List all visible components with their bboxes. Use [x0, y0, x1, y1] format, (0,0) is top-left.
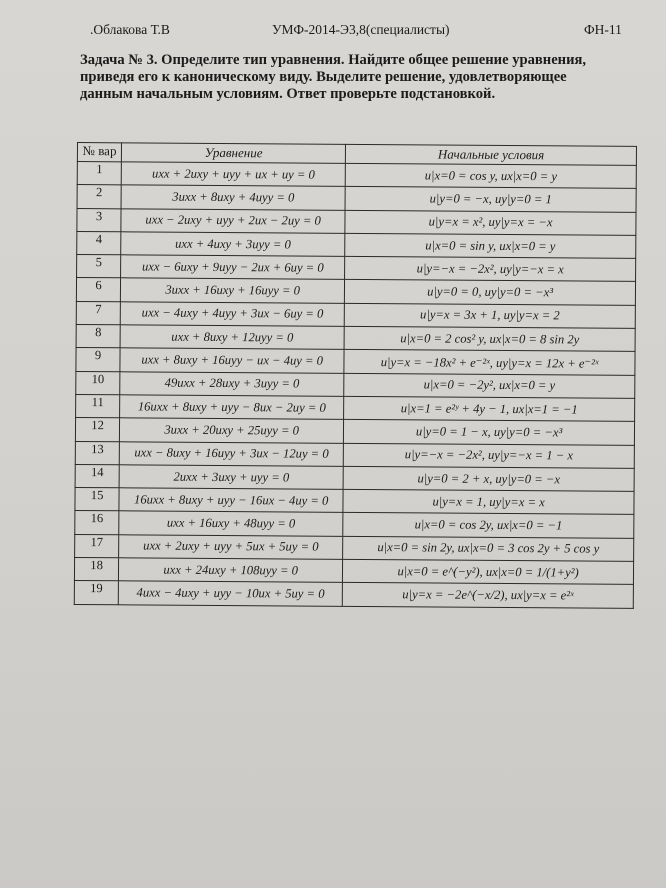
equation-cell: uxx − 4uxy + 4uyy + 3ux − 6uy = 0: [120, 302, 344, 327]
initial-conditions-cell: u|x=0 = e^(−y²), ux|x=0 = 1/(1+y²): [343, 559, 634, 584]
initial-conditions-cell: u|y=x = 3x + 1, uy|y=x = 2: [344, 303, 635, 328]
variant-number: 2: [77, 185, 121, 209]
initial-conditions-cell: u|y=x = −2e^(−x/2), ux|y=x = e²ˣ: [342, 583, 633, 608]
header-equation: Уравнение: [122, 143, 346, 164]
variant-number: 11: [76, 394, 120, 418]
variant-number: 17: [75, 534, 119, 558]
equation-cell: 3uxx + 20uxy + 25uyy = 0: [120, 418, 344, 443]
variant-number: 9: [76, 348, 120, 372]
equation-cell: uxx − 8uxy + 16uyy + 3ux − 12uy = 0: [119, 441, 343, 466]
variant-number: 16: [75, 511, 119, 535]
initial-conditions-cell: u|y=x = 1, uy|y=x = x: [343, 490, 634, 515]
initial-conditions-cell: u|y=x = x², uy|y=x = −x: [345, 210, 636, 235]
variant-number: 14: [75, 464, 119, 488]
equation-cell: uxx + 16uxy + 48uyy = 0: [119, 511, 343, 536]
variant-number: 12: [75, 418, 119, 442]
task-statement: Задача № 3. Определите тип уравнения. Найдите общее решение уравнения, приведя его к каноническому виду. Выделите решение, удовлетворяющее данным начальным условиям. Ответ проверьте подстановкой.: [80, 52, 587, 102]
initial-conditions-cell: u|y=x = −18x² + e⁻²ˣ, uy|y=x = 12x + e⁻²ˣ: [344, 350, 635, 375]
variant-number: 10: [76, 371, 120, 395]
variant-number: 18: [74, 558, 118, 582]
variant-number: 3: [77, 208, 121, 232]
variant-number: 7: [76, 301, 120, 325]
equation-cell: 16uxx + 8uxy + uyy − 8ux − 2uy = 0: [120, 395, 344, 420]
author-name: .Облакова Т.В: [90, 22, 170, 37]
variant-number: 4: [77, 231, 121, 255]
initial-conditions-cell: u|y=0 = 2 + x, uy|y=0 = −x: [343, 466, 634, 491]
variant-number: 8: [76, 325, 120, 349]
initial-conditions-cell: u|y=0 = −x, uy|y=0 = 1: [345, 187, 636, 212]
equation-cell: uxx + 2uxy + uyy + 5ux + 5uy = 0: [119, 535, 343, 560]
equation-cell: 3uxx + 8uxy + 4uyy = 0: [121, 185, 345, 210]
equation-cell: uxx + 24uxy + 108uyy = 0: [119, 558, 343, 583]
variant-number: 13: [75, 441, 119, 465]
equation-cell: uxx − 2uxy + uyy + 2ux − 2uy = 0: [121, 208, 345, 233]
initial-conditions-cell: u|x=0 = sin 2y, ux|x=0 = 3 cos 2y + 5 cos y: [343, 536, 634, 561]
initial-conditions-cell: u|y=−x = −2x², uy|y=−x = x: [345, 257, 636, 282]
header-initial-conditions: Начальные условия: [346, 144, 637, 165]
variant-number: 5: [77, 255, 121, 279]
table-row: [74, 581, 633, 608]
equation-cell: uxx + 2uxy + uyy + ux + uy = 0: [121, 162, 345, 187]
equation-cell: uxx + 8uxy + 16uyy − ux − 4uy = 0: [120, 348, 344, 373]
initial-conditions-cell: u|x=0 = cos y, ux|x=0 = y: [345, 163, 636, 188]
header-variant-number: № вар: [77, 143, 121, 162]
equation-cell: 16uxx + 8uxy + uyy − 16ux − 4uy = 0: [119, 488, 343, 513]
initial-conditions-cell: u|x=0 = cos 2y, ux|x=0 = −1: [343, 513, 634, 538]
initial-conditions-cell: u|x=0 = sin y, ux|x=0 = y: [345, 233, 636, 258]
variant-number: 15: [75, 488, 119, 512]
equation-cell: 3uxx + 16uxy + 16uyy = 0: [121, 278, 345, 303]
variant-number: 6: [76, 278, 120, 302]
initial-conditions-cell: u|y=0 = 1 − x, uy|y=0 = −x³: [344, 420, 635, 445]
equation-cell: 49uxx + 28uxy + 3uyy = 0: [120, 371, 344, 396]
variant-number: 19: [74, 581, 118, 605]
initial-conditions-cell: u|x=0 = 2 cos² y, ux|x=0 = 8 sin 2y: [344, 326, 635, 351]
equation-cell: uxx − 6uxy + 9uyy − 2ux + 6uy = 0: [121, 255, 345, 280]
initial-conditions-cell: u|y=−x = −2x², uy|y=−x = 1 − x: [343, 443, 634, 468]
variant-number: 1: [77, 162, 121, 186]
variants-table: [74, 142, 637, 609]
equation-cell: uxx + 8uxy + 12uyy = 0: [120, 325, 344, 350]
course-title: УМФ-2014-Э3,8(специалисты): [272, 22, 450, 37]
initial-conditions-cell: u|x=1 = e²ʸ + 4y − 1, ux|x=1 = −1: [344, 396, 635, 421]
equation-cell: uxx + 4uxy + 3uyy = 0: [121, 232, 345, 257]
initial-conditions-cell: u|y=0 = 0, uy|y=0 = −x³: [345, 280, 636, 305]
group-code: ФН-11: [584, 22, 622, 37]
equation-cell: 2uxx + 3uxy + uyy = 0: [119, 465, 343, 490]
initial-conditions-cell: u|x=0 = −2y², ux|x=0 = y: [344, 373, 635, 398]
equation-cell: 4uxx − 4uxy + uyy − 10ux + 5uy = 0: [118, 581, 342, 606]
